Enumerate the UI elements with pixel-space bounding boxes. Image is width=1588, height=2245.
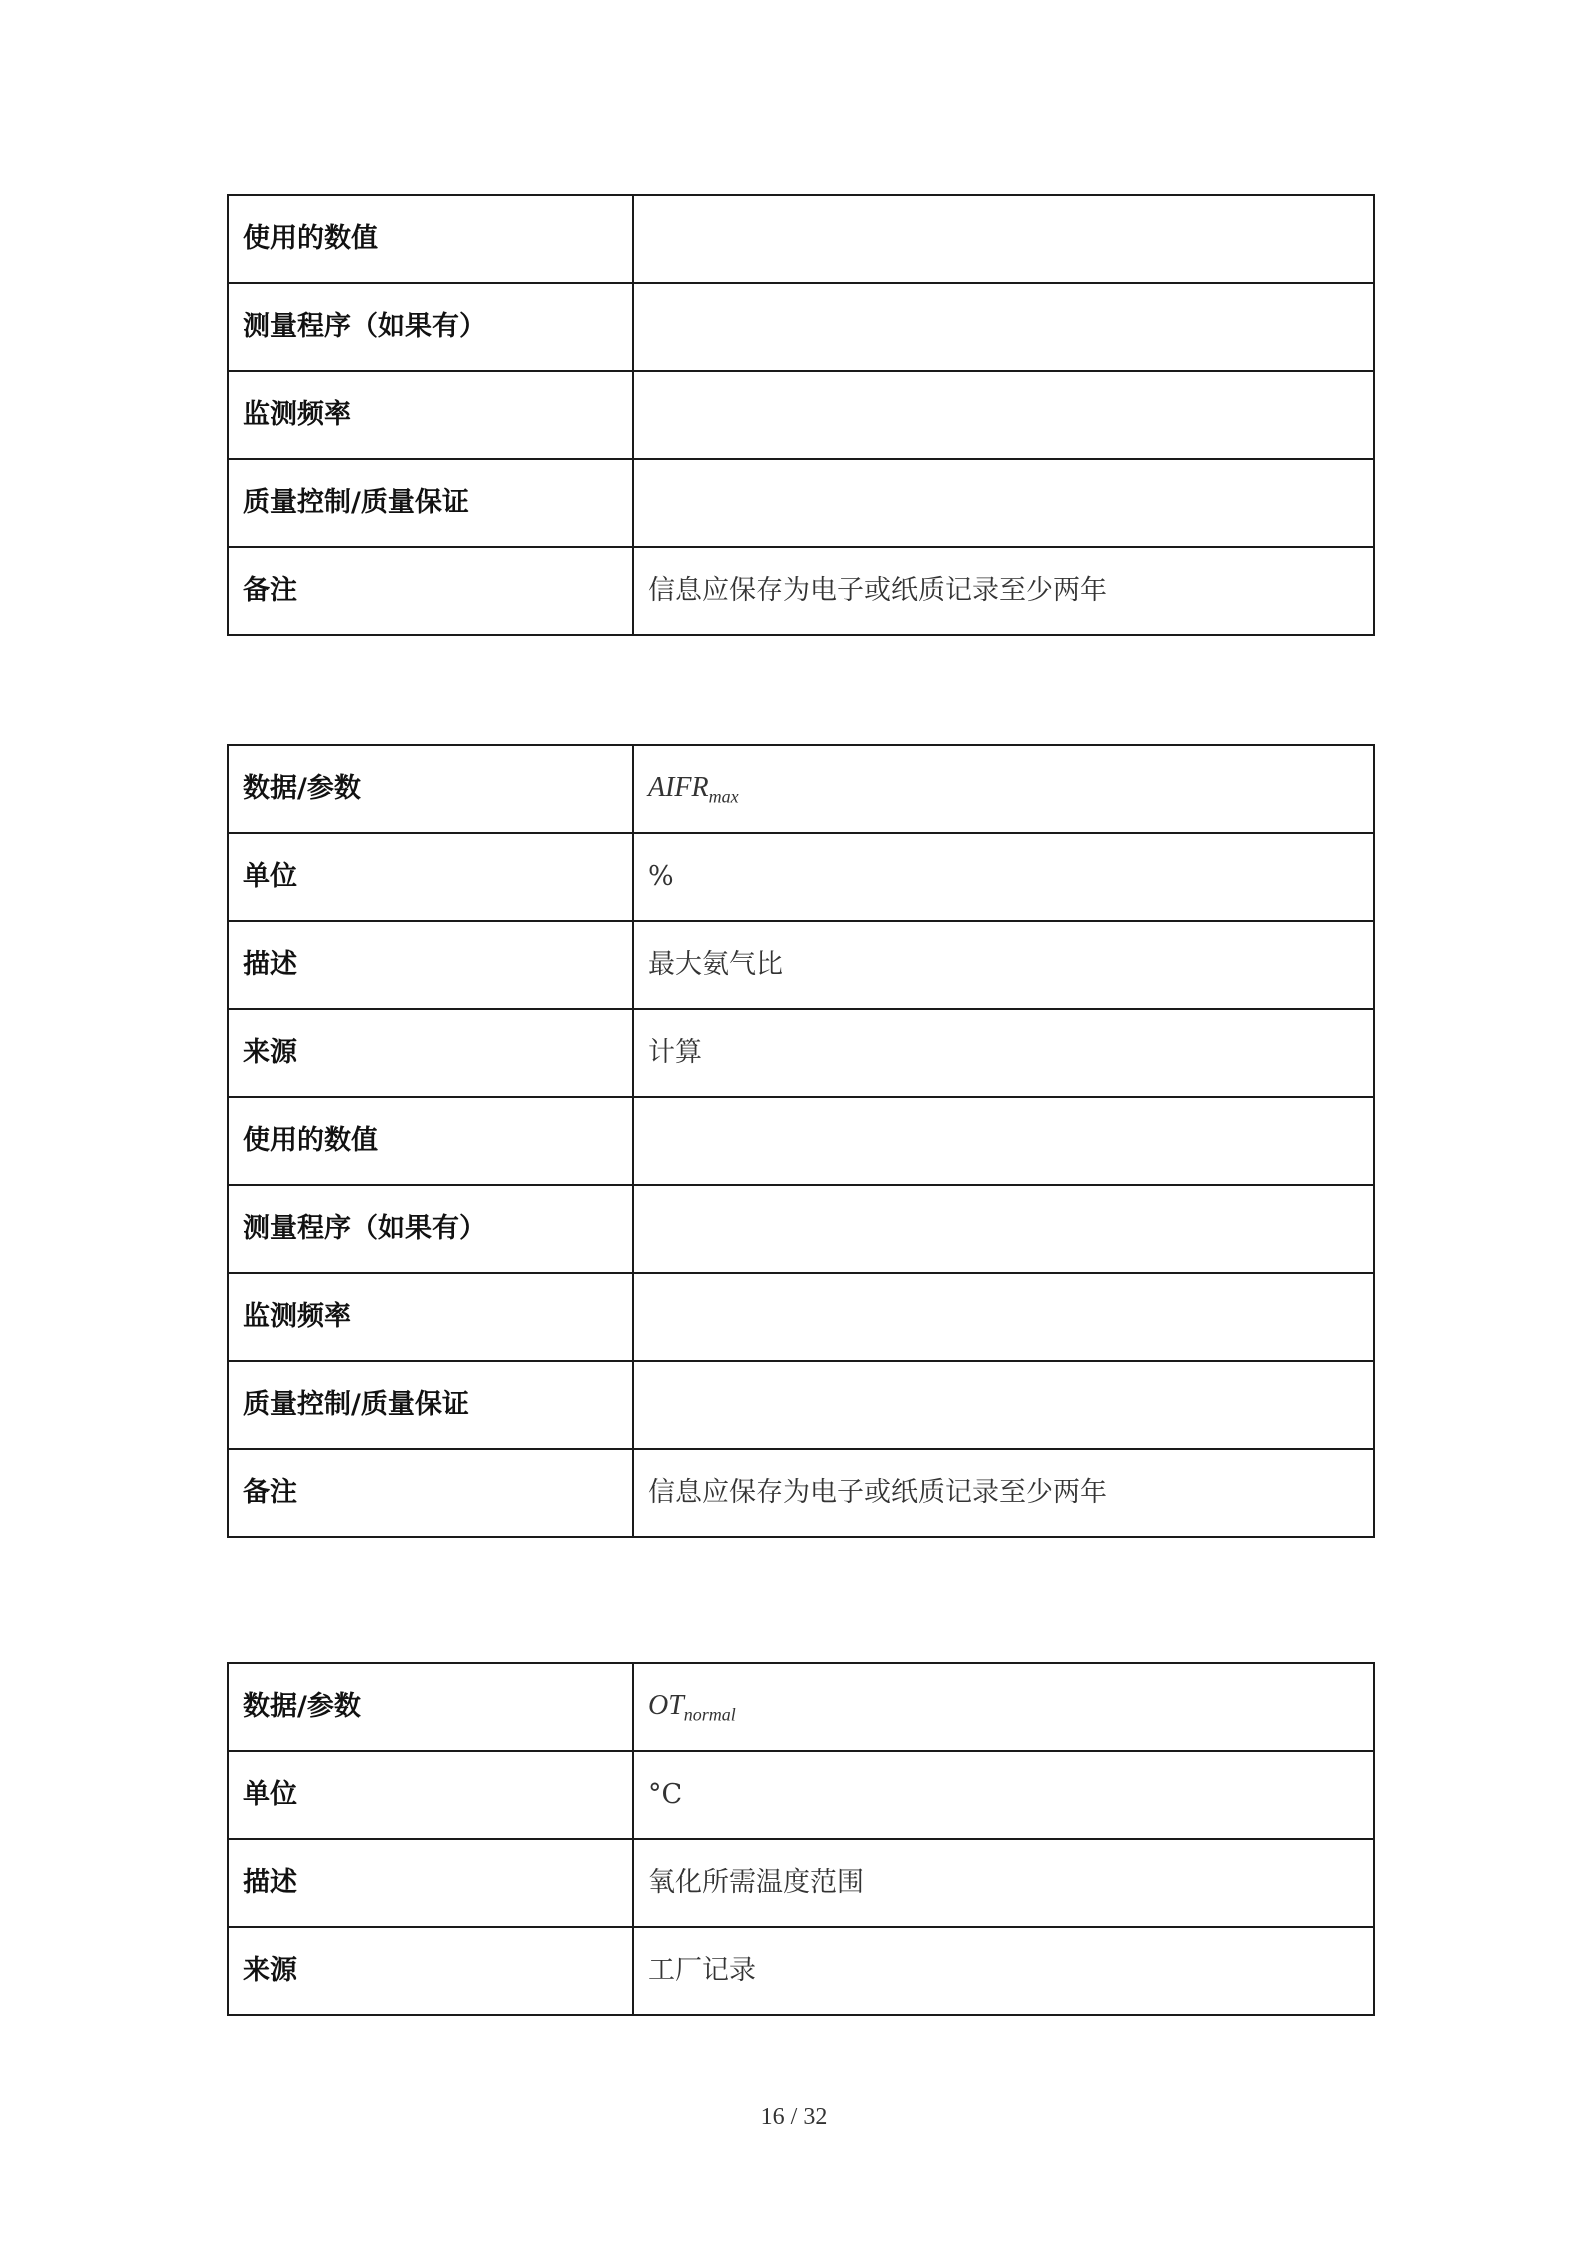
parameter-table-continued <box>227 194 1375 636</box>
row-label: 监测频率 <box>228 371 633 459</box>
row-label: 单位 <box>228 833 633 921</box>
table-row <box>228 371 1374 459</box>
row-value: 信息应保存为电子或纸质记录至少两年 <box>633 547 1374 635</box>
row-value: 最大氨气比 <box>633 921 1374 1009</box>
row-value: 工厂记录 <box>633 1927 1374 2015</box>
row-value: 信息应保存为电子或纸质记录至少两年 <box>633 1449 1374 1537</box>
table-row <box>228 195 1374 283</box>
parameter-subscript: normal <box>683 1703 736 1724</box>
table-row <box>228 1097 1374 1185</box>
table-row <box>228 1449 1374 1537</box>
row-value <box>633 283 1374 371</box>
row-label: 使用的数值 <box>228 1097 633 1185</box>
table-row <box>228 547 1374 635</box>
table-row <box>228 833 1374 921</box>
row-value <box>633 195 1374 283</box>
table-row <box>228 283 1374 371</box>
row-label: 备注 <box>228 1449 633 1537</box>
row-label: 来源 <box>228 1009 633 1097</box>
parameter-subscript: max <box>708 785 739 806</box>
parameter-symbol: OT <box>648 1689 684 1721</box>
table-row <box>228 1927 1374 2015</box>
table-row <box>228 459 1374 547</box>
row-value: % <box>633 833 1374 921</box>
table-row <box>228 1751 1374 1839</box>
table-row <box>228 921 1374 1009</box>
table-row <box>228 745 1374 833</box>
table-row <box>228 1663 1374 1751</box>
table-row <box>228 1361 1374 1449</box>
row-value <box>633 1273 1374 1361</box>
row-label: 描述 <box>228 921 633 1009</box>
parameter-label: 数据/参数 <box>228 1663 633 1751</box>
row-value <box>633 1361 1374 1449</box>
row-value <box>633 459 1374 547</box>
row-value: 氧化所需温度范围 <box>633 1839 1374 1927</box>
parameter-symbol: AIFR <box>648 771 709 803</box>
row-value: °C <box>633 1751 1374 1839</box>
row-value <box>633 1097 1374 1185</box>
row-label: 单位 <box>228 1751 633 1839</box>
table-row <box>228 1273 1374 1361</box>
row-value <box>633 371 1374 459</box>
row-label: 描述 <box>228 1839 633 1927</box>
row-label: 质量控制/质量保证 <box>228 1361 633 1449</box>
table-row <box>228 1839 1374 1927</box>
parameter-table-aifr-max <box>227 744 1375 1538</box>
parameter-label: 数据/参数 <box>228 745 633 833</box>
row-label: 测量程序（如果有） <box>228 283 633 371</box>
row-label: 使用的数值 <box>228 195 633 283</box>
row-label: 测量程序（如果有） <box>228 1185 633 1273</box>
table-row <box>228 1185 1374 1273</box>
row-label: 质量控制/质量保证 <box>228 459 633 547</box>
parameter-table-ot-normal <box>227 1662 1375 2016</box>
row-label: 备注 <box>228 547 633 635</box>
parameter-symbol-cell <box>633 745 1374 833</box>
row-value <box>633 1185 1374 1273</box>
table-row <box>228 1009 1374 1097</box>
parameter-symbol-cell <box>633 1663 1374 1751</box>
row-label: 监测频率 <box>228 1273 633 1361</box>
page-number: 16 / 32 <box>760 2104 828 2130</box>
row-value: 计算 <box>633 1009 1374 1097</box>
row-label: 来源 <box>228 1927 633 2015</box>
